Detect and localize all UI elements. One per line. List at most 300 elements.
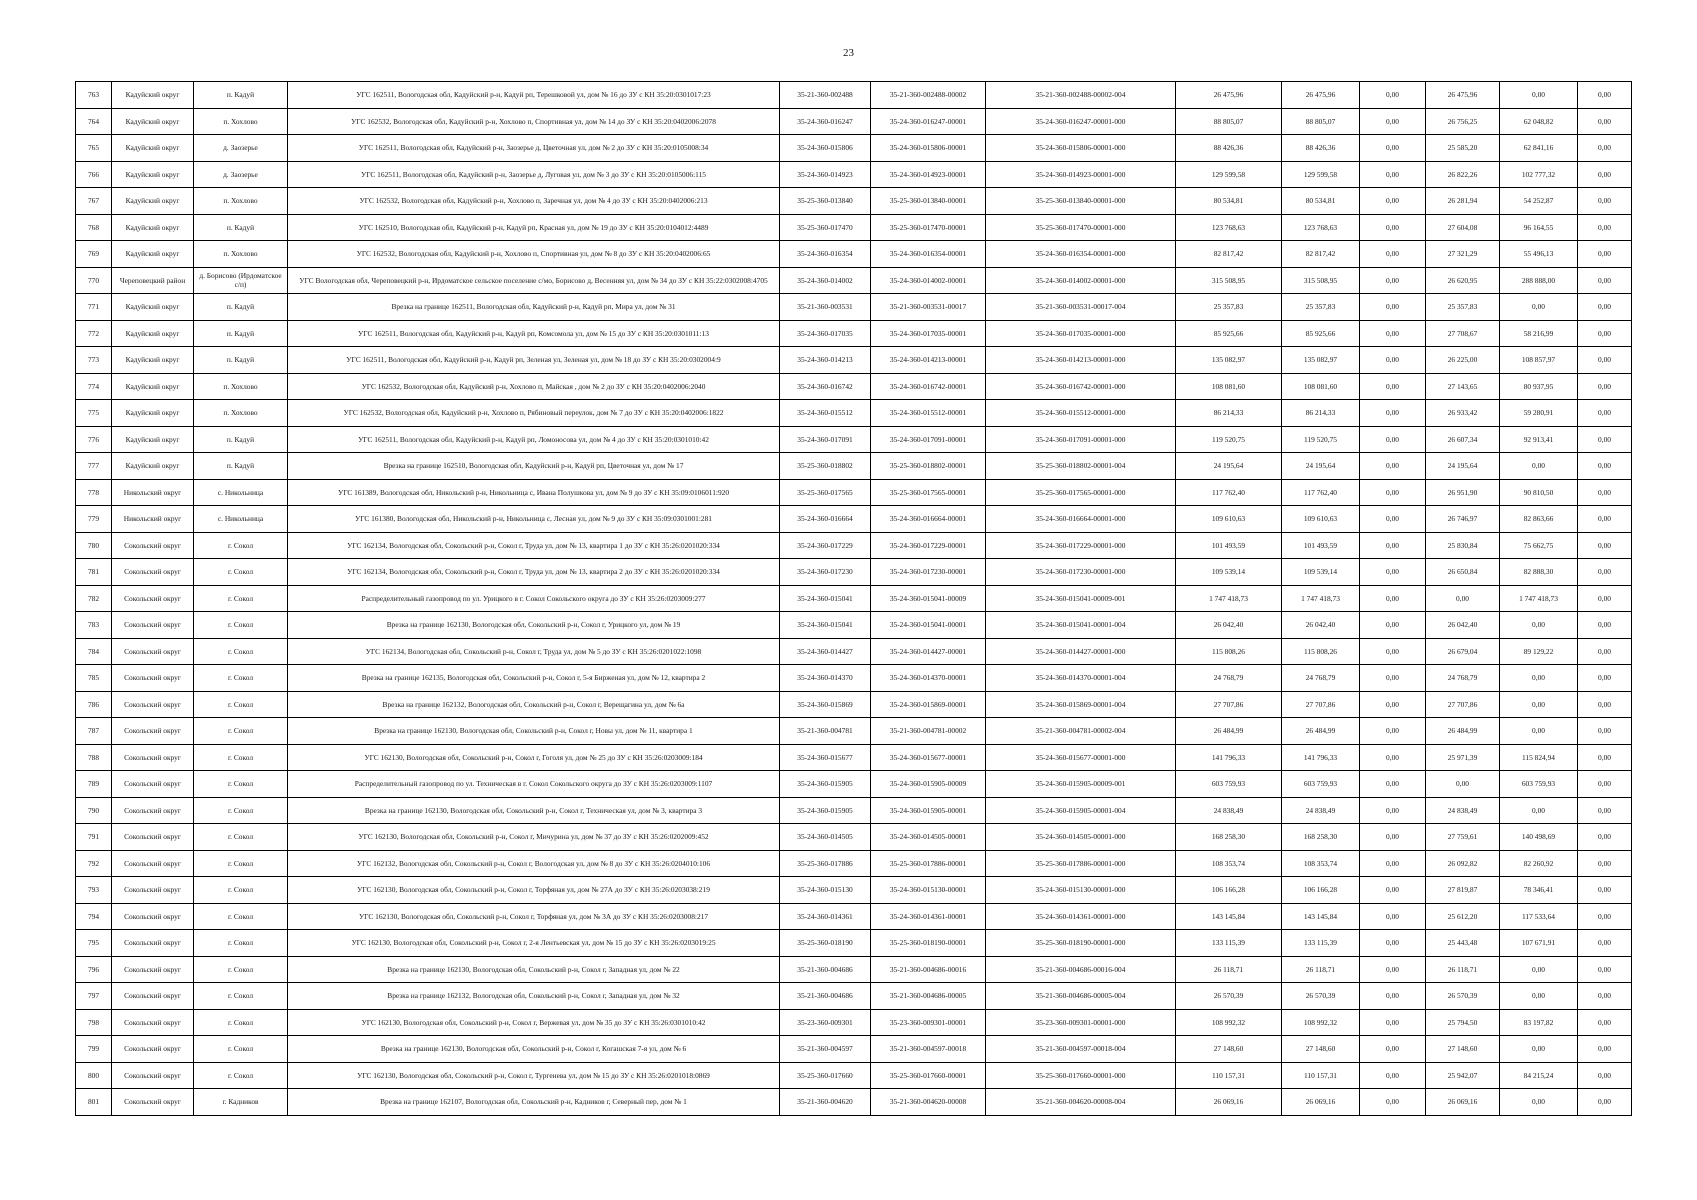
cell-amount-3: 0,00	[1360, 267, 1426, 294]
cell-full-code: 35-24-360-014002-00001-000	[986, 267, 1176, 294]
cell-total-amount: 129 599,58	[1176, 161, 1282, 188]
cell-amount-6: 0,00	[1578, 718, 1632, 745]
cell-settlement: п. Хохлово	[194, 241, 288, 268]
cell-district: Кадуйский округ	[112, 161, 194, 188]
cell-amount-2: 117 762,40	[1282, 479, 1360, 506]
cell-amount-3: 0,00	[1360, 453, 1426, 480]
cell-amount-6: 0,00	[1578, 1089, 1632, 1116]
cell-district: Сокольский округ	[112, 824, 194, 851]
cell-sub-code: 35-25-360-018802-00001	[871, 453, 986, 480]
cell-amount-3: 0,00	[1360, 532, 1426, 559]
table-row	[76, 373, 1632, 400]
cell-amount-3: 0,00	[1360, 320, 1426, 347]
cell-settlement: п. Кадуй	[194, 320, 288, 347]
cell-code: 35-21-360-002488	[780, 82, 871, 109]
cell-amount-2: 115 808,26	[1282, 638, 1360, 665]
cell-amount-4: 26 933,42	[1426, 400, 1500, 427]
cell-amount-2: 82 817,42	[1282, 241, 1360, 268]
cell-total-amount: 1 747 418,73	[1176, 585, 1282, 612]
cell-sub-code: 35-24-360-015041-00001	[871, 612, 986, 639]
cell-object-description: Врезка на границе 162130, Вологодская обл, Сокольский р-н, Сокол г, Техническая ул, дом № 3, квартира 3	[288, 797, 780, 824]
cell-object-description: Врезка на границе 162107, Вологодская обл, Сокольский р-н, Кадников г, Северный пер, дом № 1	[288, 1089, 780, 1116]
cell-row-number: 772	[76, 320, 112, 347]
cell-total-amount: 82 817,42	[1176, 241, 1282, 268]
cell-code: 35-24-360-014213	[780, 347, 871, 374]
cell-full-code: 35-24-360-015905-00001-004	[986, 797, 1176, 824]
cell-amount-6: 0,00	[1578, 744, 1632, 771]
cell-object-description: УГС 162134, Вологодская обл, Сокольский р-н, Сокол г, Труда ул, дом № 13, квартира 2 до ЗУ с КН 35:26:0201020:334	[288, 559, 780, 586]
cell-total-amount: 26 570,39	[1176, 983, 1282, 1010]
cell-row-number: 766	[76, 161, 112, 188]
cell-amount-3: 0,00	[1360, 108, 1426, 135]
cell-total-amount: 26 475,96	[1176, 82, 1282, 109]
cell-total-amount: 108 992,32	[1176, 1009, 1282, 1036]
cell-full-code: 35-24-360-016664-00001-000	[986, 506, 1176, 533]
cell-amount-4: 25 794,50	[1426, 1009, 1500, 1036]
cell-amount-5: 0,00	[1500, 453, 1578, 480]
cell-row-number: 796	[76, 956, 112, 983]
cell-sub-code: 35-25-360-018190-00001	[871, 930, 986, 957]
cell-total-amount: 26 118,71	[1176, 956, 1282, 983]
cell-row-number: 781	[76, 559, 112, 586]
cell-amount-2: 135 082,97	[1282, 347, 1360, 374]
cell-settlement: п. Кадуй	[194, 294, 288, 321]
cell-amount-6: 0,00	[1578, 135, 1632, 162]
cell-code: 35-23-360-009301	[780, 1009, 871, 1036]
cell-sub-code: 35-24-360-017035-00001	[871, 320, 986, 347]
cell-code: 35-24-360-015041	[780, 612, 871, 639]
cell-settlement: г. Сокол	[194, 983, 288, 1010]
cell-amount-5: 78 346,41	[1500, 877, 1578, 904]
table-row	[76, 294, 1632, 321]
cell-sub-code: 35-21-360-003531-00017	[871, 294, 986, 321]
cell-total-amount: 86 214,33	[1176, 400, 1282, 427]
cell-amount-3: 0,00	[1360, 903, 1426, 930]
cell-amount-4: 27 707,86	[1426, 691, 1500, 718]
cell-total-amount: 26 484,99	[1176, 718, 1282, 745]
cell-amount-6: 0,00	[1578, 267, 1632, 294]
cell-settlement: г. Сокол	[194, 850, 288, 877]
cell-amount-5: 62 841,16	[1500, 135, 1578, 162]
cell-code: 35-24-360-017229	[780, 532, 871, 559]
cell-full-code: 35-24-360-014923-00001-000	[986, 161, 1176, 188]
cell-settlement: с. Никольница	[194, 479, 288, 506]
cell-amount-4: 0,00	[1426, 585, 1500, 612]
cell-amount-5: 92 913,41	[1500, 426, 1578, 453]
cell-code: 35-24-360-014505	[780, 824, 871, 851]
cell-amount-4: 24 768,79	[1426, 665, 1500, 692]
cell-object-description: Врезка на границе 162510, Вологодская обл, Кадуйский р-н, Кадуй рп, Цветочная ул, дом № 17	[288, 453, 780, 480]
cell-sub-code: 35-25-360-017886-00001	[871, 850, 986, 877]
cell-code: 35-24-360-017230	[780, 559, 871, 586]
cell-amount-6: 0,00	[1578, 771, 1632, 798]
cell-code: 35-24-360-015041	[780, 585, 871, 612]
cell-object-description: УГС 162130, Вологодская обл, Сокольский р-н, Сокол г, Торфяная ул, дом № 3А до ЗУ с КН 35:26:0203008:217	[288, 903, 780, 930]
cell-district: Кадуйский округ	[112, 294, 194, 321]
cell-sub-code: 35-24-360-015869-00001	[871, 691, 986, 718]
cell-amount-4: 27 708,67	[1426, 320, 1500, 347]
cell-amount-5: 603 759,93	[1500, 771, 1578, 798]
cell-sub-code: 35-21-360-004781-00002	[871, 718, 986, 745]
cell-object-description: УГС 162130, Вологодская обл, Сокольский р-н, Сокол г, Мичурина ул, дом № 37 до ЗУ с КН 35:26:0202009:452	[288, 824, 780, 851]
cell-settlement: г. Сокол	[194, 771, 288, 798]
cell-object-description: УГС 162511, Вологодская обл, Кадуйский р-н, Кадуй рп, Комсомола ул, дом № 15 до ЗУ с КН 35:20:0301011:13	[288, 320, 780, 347]
cell-amount-2: 108 992,32	[1282, 1009, 1360, 1036]
cell-full-code: 35-24-360-017230-00001-000	[986, 559, 1176, 586]
cell-sub-code: 35-24-360-014213-00001	[871, 347, 986, 374]
cell-amount-3: 0,00	[1360, 797, 1426, 824]
cell-full-code: 35-25-360-013840-00001-000	[986, 188, 1176, 215]
cell-amount-4: 26 822,26	[1426, 161, 1500, 188]
cell-amount-6: 0,00	[1578, 956, 1632, 983]
cell-row-number: 778	[76, 479, 112, 506]
table-row	[76, 453, 1632, 480]
cell-sub-code: 35-21-360-004620-00008	[871, 1089, 986, 1116]
cell-amount-6: 0,00	[1578, 1009, 1632, 1036]
cell-settlement: с. Никольница	[194, 506, 288, 533]
cell-amount-3: 0,00	[1360, 665, 1426, 692]
cell-total-amount: 26 069,16	[1176, 1089, 1282, 1116]
cell-code: 35-21-360-004620	[780, 1089, 871, 1116]
cell-amount-2: 603 759,93	[1282, 771, 1360, 798]
cell-code: 35-25-360-017470	[780, 214, 871, 241]
cell-total-amount: 88 426,36	[1176, 135, 1282, 162]
cell-full-code: 35-25-360-018190-00001-000	[986, 930, 1176, 957]
cell-amount-4: 26 607,34	[1426, 426, 1500, 453]
cell-amount-3: 0,00	[1360, 241, 1426, 268]
cell-row-number: 776	[76, 426, 112, 453]
cell-row-number: 791	[76, 824, 112, 851]
cell-amount-5: 84 215,24	[1500, 1062, 1578, 1089]
cell-amount-2: 88 426,36	[1282, 135, 1360, 162]
cell-full-code: 35-24-360-015905-00009-001	[986, 771, 1176, 798]
cell-settlement: п. Кадуй	[194, 453, 288, 480]
cell-settlement: г. Сокол	[194, 638, 288, 665]
cell-object-description: УГС 161389, Вологодская обл, Никольский р-н, Никольница с, Ивана Полушкова ул, дом № 9 до ЗУ с КН 35:09:0106011:920	[288, 479, 780, 506]
cell-code: 35-21-360-004597	[780, 1036, 871, 1063]
table-row	[76, 797, 1632, 824]
table-row	[76, 585, 1632, 612]
cell-amount-6: 0,00	[1578, 903, 1632, 930]
table-row	[76, 161, 1632, 188]
cell-row-number: 764	[76, 108, 112, 135]
cell-settlement: г. Сокол	[194, 559, 288, 586]
cell-amount-3: 0,00	[1360, 585, 1426, 612]
cell-district: Никольский округ	[112, 506, 194, 533]
cell-object-description: УГС 162134, Вологодская обл, Сокольский р-н, Сокол г, Труда ул, дом № 5 до ЗУ с КН 35:26:0201022:1098	[288, 638, 780, 665]
cell-settlement: г. Сокол	[194, 691, 288, 718]
cell-code: 35-24-360-014370	[780, 665, 871, 692]
cell-amount-4: 24 195,64	[1426, 453, 1500, 480]
cell-object-description: УГС 162511, Вологодская обл, Кадуйский р-н, Кадуй рп, Ломоносова ул, дом № 4 до ЗУ с КН 35:20:0301010:42	[288, 426, 780, 453]
cell-sub-code: 35-24-360-015130-00001	[871, 877, 986, 904]
cell-total-amount: 24 838,49	[1176, 797, 1282, 824]
cell-full-code: 35-25-360-017470-00001-000	[986, 214, 1176, 241]
cell-code: 35-25-360-017886	[780, 850, 871, 877]
cell-amount-3: 0,00	[1360, 744, 1426, 771]
cell-amount-2: 26 484,99	[1282, 718, 1360, 745]
cell-amount-2: 26 570,39	[1282, 983, 1360, 1010]
cell-settlement: г. Сокол	[194, 1009, 288, 1036]
cell-sub-code: 35-24-360-015512-00001	[871, 400, 986, 427]
cell-settlement: г. Сокол	[194, 612, 288, 639]
cell-total-amount: 603 759,93	[1176, 771, 1282, 798]
cell-amount-2: 110 157,31	[1282, 1062, 1360, 1089]
cell-amount-6: 0,00	[1578, 400, 1632, 427]
cell-amount-4: 26 570,39	[1426, 983, 1500, 1010]
cell-row-number: 777	[76, 453, 112, 480]
table-row	[76, 930, 1632, 957]
cell-amount-3: 0,00	[1360, 1062, 1426, 1089]
cell-full-code: 35-21-360-004686-00016-004	[986, 956, 1176, 983]
cell-settlement: г. Сокол	[194, 1036, 288, 1063]
cell-district: Кадуйский округ	[112, 214, 194, 241]
cell-full-code: 35-24-360-014361-00001-000	[986, 903, 1176, 930]
cell-amount-3: 0,00	[1360, 506, 1426, 533]
cell-amount-4: 27 604,08	[1426, 214, 1500, 241]
cell-object-description: УГС 162130, Вологодская обл, Сокольский р-н, Сокол г, Вержевая ул, дом № 35 до ЗУ с КН 35:26:0301010:42	[288, 1009, 780, 1036]
table-row	[76, 718, 1632, 745]
cell-amount-3: 0,00	[1360, 294, 1426, 321]
cell-sub-code: 35-25-360-017470-00001	[871, 214, 986, 241]
cell-full-code: 35-24-360-015869-00001-004	[986, 691, 1176, 718]
cell-district: Кадуйский округ	[112, 188, 194, 215]
cell-code: 35-24-360-015130	[780, 877, 871, 904]
cell-amount-3: 0,00	[1360, 612, 1426, 639]
cell-object-description: УГС 162132, Вологодская обл, Сокольский р-н, Сокол г, Вологодская ул, дом № 8 до ЗУ с КН 35:26:0204010:106	[288, 850, 780, 877]
cell-amount-6: 0,00	[1578, 373, 1632, 400]
cell-total-amount: 143 145,84	[1176, 903, 1282, 930]
cell-row-number: 794	[76, 903, 112, 930]
cell-sub-code: 35-24-360-015905-00009	[871, 771, 986, 798]
cell-amount-5: 0,00	[1500, 718, 1578, 745]
cell-row-number: 800	[76, 1062, 112, 1089]
cell-code: 35-24-360-014361	[780, 903, 871, 930]
cell-object-description: Врезка на границе 162130, Вологодская обл, Сокольский р-н, Сокол г, Западная ул, дом № 22	[288, 956, 780, 983]
cell-sub-code: 35-24-360-016742-00001	[871, 373, 986, 400]
cell-amount-6: 0,00	[1578, 930, 1632, 957]
cell-amount-5: 108 857,97	[1500, 347, 1578, 374]
cell-full-code: 35-24-360-015512-00001-000	[986, 400, 1176, 427]
cell-sub-code: 35-24-360-017091-00001	[871, 426, 986, 453]
cell-amount-5: 83 197,82	[1500, 1009, 1578, 1036]
cell-object-description: УГС 161380, Вологодская обл, Никольский р-н, Никольница с, Лесная ул, дом № 9 до ЗУ с КН 35:09:0301001:281	[288, 506, 780, 533]
cell-amount-3: 0,00	[1360, 1009, 1426, 1036]
cell-row-number: 801	[76, 1089, 112, 1116]
cell-amount-5: 0,00	[1500, 612, 1578, 639]
cell-amount-4: 26 484,99	[1426, 718, 1500, 745]
cell-amount-6: 0,00	[1578, 82, 1632, 109]
cell-total-amount: 168 258,30	[1176, 824, 1282, 851]
cell-code: 35-25-360-017565	[780, 479, 871, 506]
cell-full-code: 35-25-360-017660-00001-000	[986, 1062, 1176, 1089]
cell-district: Сокольский округ	[112, 903, 194, 930]
cell-settlement: п. Кадуй	[194, 214, 288, 241]
cell-sub-code: 35-21-360-002488-00002	[871, 82, 986, 109]
table-row	[76, 426, 1632, 453]
cell-amount-5: 59 280,91	[1500, 400, 1578, 427]
cell-code: 35-24-360-015869	[780, 691, 871, 718]
table-row	[76, 850, 1632, 877]
cell-row-number: 785	[76, 665, 112, 692]
cell-full-code: 35-24-360-015806-00001-000	[986, 135, 1176, 162]
cell-object-description: УГС 162511, Вологодская обл, Кадуйский р-н, Кадуй рп, Зеленая ул, Зеленая ул, дом № 18 до ЗУ с КН 35:20:0302004:9	[288, 347, 780, 374]
cell-total-amount: 115 808,26	[1176, 638, 1282, 665]
cell-sub-code: 35-24-360-017230-00001	[871, 559, 986, 586]
cell-total-amount: 141 796,33	[1176, 744, 1282, 771]
cell-amount-2: 133 115,39	[1282, 930, 1360, 957]
cell-amount-2: 141 796,33	[1282, 744, 1360, 771]
cell-amount-3: 0,00	[1360, 426, 1426, 453]
cell-row-number: 770	[76, 267, 112, 294]
cell-object-description: УГС 162130, Вологодская обл, Сокольский р-н, Сокол г, Гоголя ул, дом № 25 до ЗУ с КН 35:26:0203009:184	[288, 744, 780, 771]
cell-amount-3: 0,00	[1360, 214, 1426, 241]
cell-code: 35-24-360-015512	[780, 400, 871, 427]
cell-amount-2: 119 520,75	[1282, 426, 1360, 453]
cell-district: Кадуйский округ	[112, 135, 194, 162]
cell-object-description: УГС 162130, Вологодская обл, Сокольский р-н, Сокол г, 2-я Лентьевская ул, дом № 15 до ЗУ с КН 35:26:0203019:25	[288, 930, 780, 957]
cell-district: Сокольский округ	[112, 1062, 194, 1089]
cell-amount-4: 26 679,04	[1426, 638, 1500, 665]
cell-amount-5: 0,00	[1500, 797, 1578, 824]
cell-total-amount: 119 520,75	[1176, 426, 1282, 453]
cell-full-code: 35-24-360-014427-00001-000	[986, 638, 1176, 665]
cell-amount-3: 0,00	[1360, 400, 1426, 427]
cell-amount-4: 26 092,82	[1426, 850, 1500, 877]
cell-amount-5: 117 533,64	[1500, 903, 1578, 930]
cell-district: Кадуйский округ	[112, 108, 194, 135]
cell-amount-2: 123 768,63	[1282, 214, 1360, 241]
cell-row-number: 798	[76, 1009, 112, 1036]
cell-amount-3: 0,00	[1360, 347, 1426, 374]
table-row	[76, 1009, 1632, 1036]
cell-sub-code: 35-24-360-014923-00001	[871, 161, 986, 188]
cell-amount-4: 25 585,20	[1426, 135, 1500, 162]
cell-amount-6: 0,00	[1578, 347, 1632, 374]
cell-sub-code: 35-24-360-014370-00001	[871, 665, 986, 692]
cell-amount-6: 0,00	[1578, 665, 1632, 692]
cell-total-amount: 109 610,63	[1176, 506, 1282, 533]
cell-full-code: 35-24-360-015130-00001-000	[986, 877, 1176, 904]
cell-amount-5: 96 164,55	[1500, 214, 1578, 241]
cell-amount-4: 27 148,60	[1426, 1036, 1500, 1063]
cell-full-code: 35-24-360-017091-00001-000	[986, 426, 1176, 453]
cell-sub-code: 35-21-360-004686-00016	[871, 956, 986, 983]
table-body	[76, 82, 1632, 1116]
cell-total-amount: 101 493,59	[1176, 532, 1282, 559]
cell-object-description: УГС 162532, Вологодская обл, Кадуйский р-н, Хохлово п, Майская , дом № 2 до ЗУ с КН 35:20:0402006:2040	[288, 373, 780, 400]
cell-amount-2: 88 805,07	[1282, 108, 1360, 135]
cell-object-description: УГС 162532, Вологодская обл, Кадуйский р-н, Хохлово п, Рябиновый переулок, дом № 7 до ЗУ с КН 35:20:0402006:1822	[288, 400, 780, 427]
cell-district: Череповецкий район	[112, 267, 194, 294]
cell-sub-code: 35-24-360-014361-00001	[871, 903, 986, 930]
cell-amount-5: 0,00	[1500, 1089, 1578, 1116]
cell-district: Кадуйский округ	[112, 320, 194, 347]
cell-row-number: 790	[76, 797, 112, 824]
cell-district: Сокольский округ	[112, 691, 194, 718]
cell-amount-2: 26 475,96	[1282, 82, 1360, 109]
cell-total-amount: 315 508,95	[1176, 267, 1282, 294]
cell-amount-6: 0,00	[1578, 241, 1632, 268]
cell-amount-3: 0,00	[1360, 82, 1426, 109]
cell-amount-3: 0,00	[1360, 877, 1426, 904]
cell-object-description: УГС 162510, Вологодская обл, Кадуйский р-н, Кадуй рп, Красная ул, дом № 19 до ЗУ с КН 35:20:0104012:4489	[288, 214, 780, 241]
cell-amount-3: 0,00	[1360, 188, 1426, 215]
cell-amount-4: 26 756,25	[1426, 108, 1500, 135]
cell-amount-6: 0,00	[1578, 638, 1632, 665]
cell-row-number: 784	[76, 638, 112, 665]
cell-sub-code: 35-24-360-016247-00001	[871, 108, 986, 135]
cell-amount-4: 25 443,48	[1426, 930, 1500, 957]
cell-amount-4: 24 838,49	[1426, 797, 1500, 824]
cell-amount-2: 315 508,95	[1282, 267, 1360, 294]
cell-sub-code: 35-24-360-015905-00001	[871, 797, 986, 824]
cell-district: Сокольский округ	[112, 665, 194, 692]
cell-total-amount: 85 925,66	[1176, 320, 1282, 347]
cell-amount-6: 0,00	[1578, 850, 1632, 877]
cell-object-description: Врезка на границе 162511, Вологодская обл, Кадуйский р-н, Кадуй рп, Мира ул, дом № 31	[288, 294, 780, 321]
cell-sub-code: 35-25-360-017660-00001	[871, 1062, 986, 1089]
cell-settlement: г. Сокол	[194, 1062, 288, 1089]
cell-amount-4: 27 143,65	[1426, 373, 1500, 400]
cell-district: Сокольский округ	[112, 559, 194, 586]
cell-district: Сокольский округ	[112, 877, 194, 904]
cell-amount-4: 25 942,07	[1426, 1062, 1500, 1089]
table-row	[76, 1062, 1632, 1089]
cell-amount-5: 0,00	[1500, 294, 1578, 321]
table-row	[76, 532, 1632, 559]
cell-full-code: 35-25-360-017565-00001-000	[986, 479, 1176, 506]
cell-total-amount: 109 539,14	[1176, 559, 1282, 586]
cell-amount-2: 101 493,59	[1282, 532, 1360, 559]
cell-district: Сокольский округ	[112, 744, 194, 771]
cell-total-amount: 135 082,97	[1176, 347, 1282, 374]
cell-settlement: г. Сокол	[194, 956, 288, 983]
cell-amount-3: 0,00	[1360, 983, 1426, 1010]
cell-amount-2: 143 145,84	[1282, 903, 1360, 930]
cell-full-code: 35-24-360-015041-00009-001	[986, 585, 1176, 612]
cell-settlement: г. Сокол	[194, 824, 288, 851]
cell-total-amount: 26 042,40	[1176, 612, 1282, 639]
cell-amount-2: 27 707,86	[1282, 691, 1360, 718]
cell-row-number: 789	[76, 771, 112, 798]
cell-full-code: 35-23-360-009301-00001-000	[986, 1009, 1176, 1036]
cell-amount-2: 26 042,40	[1282, 612, 1360, 639]
table-row	[76, 559, 1632, 586]
cell-amount-4: 25 830,84	[1426, 532, 1500, 559]
cell-object-description: УГС 162511, Вологодская обл, Кадуйский р-н, Заозерье д, Цветочная ул, дом № 2 до ЗУ с КН 35:20:0105008:34	[288, 135, 780, 162]
cell-settlement: д. Заозерье	[194, 135, 288, 162]
cell-amount-5: 82 260,92	[1500, 850, 1578, 877]
cell-district: Сокольский округ	[112, 718, 194, 745]
cell-amount-2: 85 925,66	[1282, 320, 1360, 347]
cell-amount-5: 107 671,91	[1500, 930, 1578, 957]
cell-settlement: п. Хохлово	[194, 108, 288, 135]
cell-row-number: 792	[76, 850, 112, 877]
cell-amount-2: 108 353,74	[1282, 850, 1360, 877]
cell-row-number: 774	[76, 373, 112, 400]
cell-row-number: 775	[76, 400, 112, 427]
cell-district: Сокольский округ	[112, 532, 194, 559]
cell-amount-2: 24 838,49	[1282, 797, 1360, 824]
cell-row-number: 767	[76, 188, 112, 215]
cell-settlement: г. Кадников	[194, 1089, 288, 1116]
cell-settlement: п. Хохлово	[194, 373, 288, 400]
cell-full-code: 35-24-360-016742-00001-000	[986, 373, 1176, 400]
cell-amount-5: 0,00	[1500, 1036, 1578, 1063]
cell-district: Сокольский округ	[112, 797, 194, 824]
cell-amount-4: 25 612,20	[1426, 903, 1500, 930]
